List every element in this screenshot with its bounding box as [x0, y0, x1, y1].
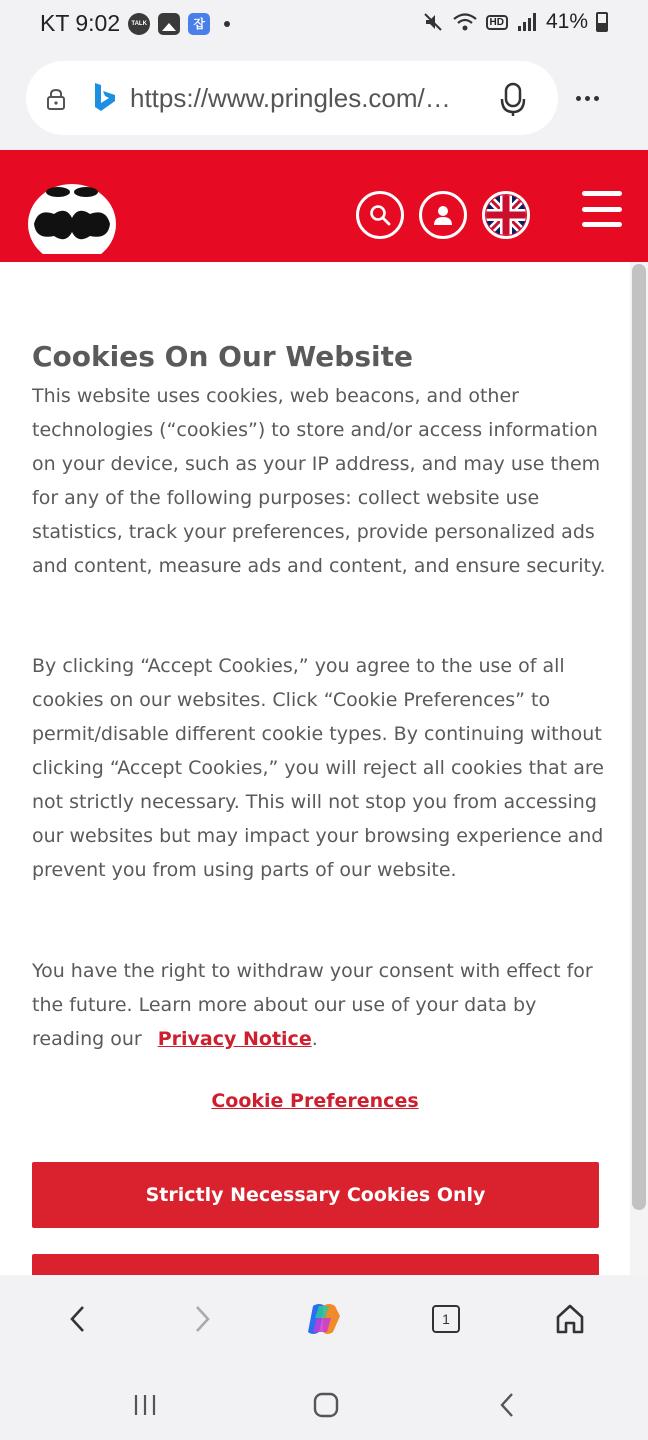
- address-bar[interactable]: [26, 61, 558, 135]
- status-bar: [0, 0, 648, 50]
- signal-icon: [516, 12, 538, 32]
- copilot-icon: [305, 1302, 343, 1336]
- app-icon: 잡: [188, 13, 210, 35]
- scrollbar[interactable]: [630, 262, 648, 1275]
- carrier-time: KT 9:02: [40, 10, 121, 36]
- back-nav-icon: [498, 1391, 518, 1419]
- notification-dot-icon: [224, 21, 230, 27]
- lock-icon[interactable]: [46, 88, 66, 110]
- battery-icon: [596, 12, 608, 32]
- cookie-paragraph-1: This website uses cookies, web beacons, and other technologies (“cookies”) to store and/or access information on your device, such as your IP address, and may use them for any of the following purposes: collect website use statistics, track your preferences, provide personalized ads and content, measure ads and content, and ensure security.: [32, 385, 606, 577]
- home-icon: [554, 1303, 586, 1335]
- copilot-button[interactable]: [302, 1297, 346, 1341]
- recents-icon: [132, 1393, 158, 1417]
- hd-icon: HD: [486, 15, 508, 30]
- strictly-necessary-button[interactable]: Strictly Necessary Cookies Only: [32, 1162, 599, 1228]
- bottom-toolbar: [0, 1275, 648, 1365]
- back-button[interactable]: [56, 1297, 100, 1341]
- gallery-icon: [158, 13, 180, 35]
- status-left: [40, 10, 230, 37]
- system-nav-bar: [0, 1365, 648, 1440]
- bing-icon: [92, 81, 118, 113]
- mic-icon[interactable]: [498, 81, 528, 117]
- cookie-title: Cookies On Our Website: [32, 340, 413, 373]
- cookie-preferences-link[interactable]: Cookie Preferences: [211, 1090, 419, 1112]
- account-icon: [432, 204, 454, 226]
- cookie-paragraph-3-text: You have the right to withdraw your consent with effect for the future. Learn more about our use of your data by reading our: [32, 960, 593, 1050]
- browser-bar: [0, 50, 648, 150]
- scroll-thumb[interactable]: [632, 264, 646, 1210]
- privacy-notice-link[interactable]: Privacy Notice: [157, 1028, 312, 1050]
- back-nav-button[interactable]: [488, 1385, 528, 1425]
- home-nav-button[interactable]: [306, 1385, 346, 1425]
- paragraph-period: .: [311, 1028, 318, 1050]
- forward-button[interactable]: [180, 1297, 224, 1341]
- more-icon[interactable]: [576, 96, 599, 101]
- search-icon: [369, 204, 391, 226]
- cookie-paragraph-2: By clicking “Accept Cookies,” you agree to the use of all cookies on our websites. Click “Cookie Preferences” to permit/disable different cookie types. By continuing without clicking “Accept Cookies,” you will reject all cookies that are not strictly necessary. This will not stop you from accessing our websites but may impact your browsing experience and prevent you from using parts of our website.: [32, 655, 604, 881]
- pringles-logo[interactable]: [24, 178, 120, 262]
- account-button[interactable]: [419, 191, 467, 239]
- back-icon: [68, 1304, 88, 1334]
- forward-icon: [192, 1304, 212, 1334]
- search-button[interactable]: [356, 191, 404, 239]
- status-right: [422, 10, 608, 34]
- cookie-banner: [0, 262, 630, 1275]
- uk-flag-icon: [485, 194, 527, 236]
- home-nav-icon: [313, 1392, 339, 1418]
- accept-cookies-button[interactable]: [32, 1254, 599, 1275]
- tabs-icon: 1: [432, 1305, 460, 1333]
- site-header: [0, 150, 648, 262]
- language-button[interactable]: [482, 191, 530, 239]
- cookie-paragraph-3: [32, 954, 610, 1056]
- url-text[interactable]: https://www.pringles.com/…: [130, 83, 451, 113]
- kakaotalk-icon: TALK: [128, 13, 150, 35]
- tabs-button[interactable]: [424, 1297, 468, 1341]
- wifi-icon: [452, 11, 478, 33]
- menu-icon[interactable]: [582, 191, 622, 227]
- home-button[interactable]: [548, 1297, 592, 1341]
- mute-icon: [422, 11, 444, 33]
- recents-button[interactable]: [125, 1385, 165, 1425]
- battery-percent: 41%: [545, 10, 588, 33]
